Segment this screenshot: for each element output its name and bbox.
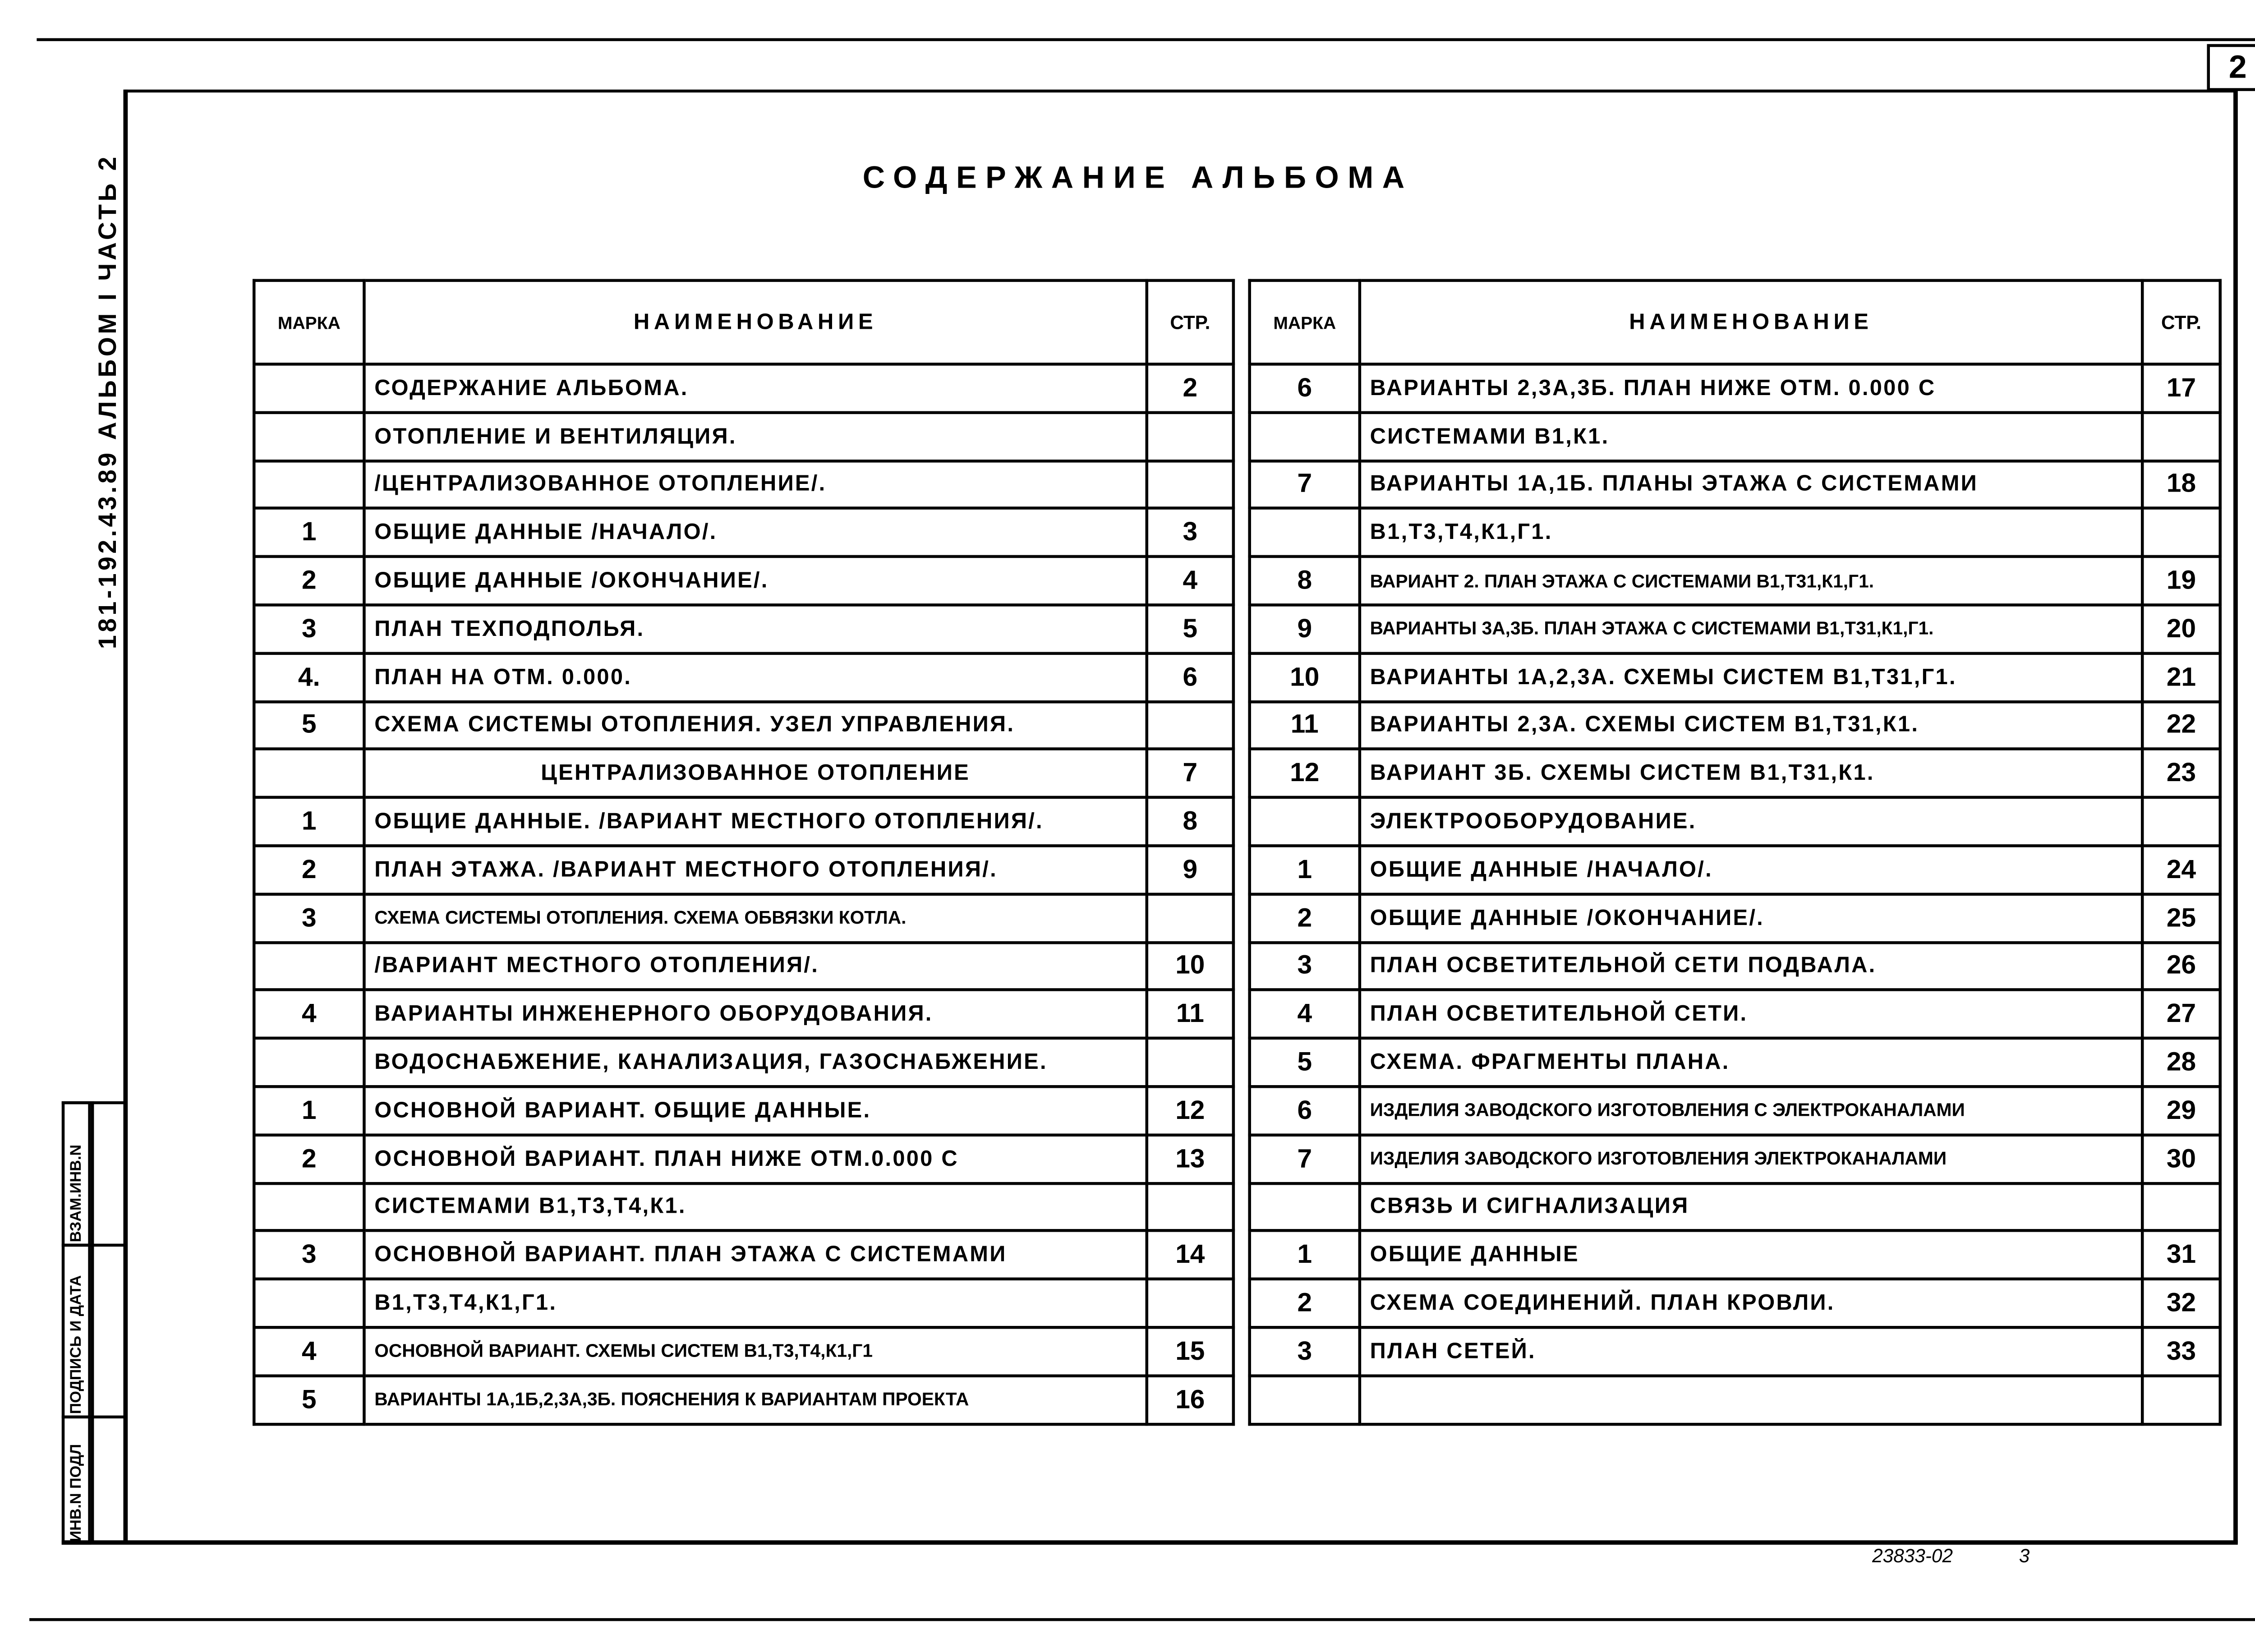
table-row (1250, 1231, 2220, 1279)
frame-left (123, 90, 128, 1543)
table-row (254, 1135, 1233, 1183)
row-page (1147, 412, 1233, 460)
row-name: СХЕМА. ФРАГМЕНТЫ ПЛАНА. (1360, 1038, 2142, 1086)
row-name: ЭЛЕКТРООБОРУДОВАНИЕ. (1360, 797, 2142, 846)
table-row (254, 460, 1233, 509)
row-page: 10 (1147, 942, 1233, 990)
row-name: ВАРИАНТЫ 2,3А. СХЕМЫ СИСТЕМ В1,Т31,К1. (1360, 701, 2142, 750)
row-page: 15 (1147, 1327, 1233, 1376)
row-name: ОБЩИЕ ДАННЫЕ /ОКОНЧАНИЕ/. (1360, 894, 2142, 942)
table-header-row (254, 281, 1233, 364)
table-row (1250, 701, 2220, 750)
row-page (1147, 894, 1233, 942)
row-mark: 12 (1250, 750, 1360, 798)
table-row (1250, 460, 2220, 509)
document-page: 3 (2019, 1545, 2030, 1567)
row-name: ПЛАН НА ОТМ. 0.000. (364, 653, 1146, 701)
stamp-label: ВЗАМ.ИНВ.N (67, 1144, 85, 1242)
row-mark: 11 (1250, 701, 1360, 750)
row-mark (254, 1183, 364, 1231)
table-row (1250, 605, 2220, 653)
row-page (1147, 1183, 1233, 1231)
row-name: СХЕМА СИСТЕМЫ ОТОПЛЕНИЯ. СХЕМА ОБВЯЗКИ КОТЛА. (364, 894, 1146, 942)
header-name: НАИМЕНОВАНИЕ (1360, 281, 2142, 364)
row-mark: 7 (1250, 460, 1360, 509)
row-page: 2 (1147, 364, 1233, 412)
table-row (254, 701, 1233, 750)
row-name: ВАРИАНТ 3Б. СХЕМЫ СИСТЕМ В1,Т31,К1. (1360, 750, 2142, 798)
row-page: 18 (2142, 460, 2220, 509)
row-mark (254, 750, 364, 798)
row-name: ОТОПЛЕНИЕ И ВЕНТИЛЯЦИЯ. (364, 412, 1146, 460)
row-name: ОСНОВНОЙ ВАРИАНТ. ОБЩИЕ ДАННЫЕ. (364, 1086, 1146, 1135)
header-mark: МАРКА (254, 281, 364, 364)
row-page (1147, 460, 1233, 509)
row-mark (1250, 797, 1360, 846)
row-name: СХЕМА СОЕДИНЕНИЙ. ПЛАН КРОВЛИ. (1360, 1279, 2142, 1327)
row-page: 16 (1147, 1376, 1233, 1424)
row-mark: 3 (254, 605, 364, 653)
row-name: ОБЩИЕ ДАННЫЕ /ОКОНЧАНИЕ/. (364, 557, 1146, 605)
row-name: ВАРИАНТЫ 1А,2,3А. СХЕМЫ СИСТЕМ В1,Т31,Г1. (1360, 653, 2142, 701)
row-name: ПЛАН ОСВЕТИТЕЛЬНОЙ СЕТИ. (1360, 990, 2142, 1039)
row-mark (1250, 1376, 1360, 1424)
row-mark (1250, 412, 1360, 460)
row-mark: 4. (254, 653, 364, 701)
row-page: 13 (1147, 1135, 1233, 1183)
table-row (254, 1376, 1233, 1424)
table-row (254, 750, 1233, 798)
document-code: 23833-02 (1872, 1545, 1953, 1567)
row-page (1147, 701, 1233, 750)
row-mark: 10 (1250, 653, 1360, 701)
row-name: ВАРИАНТЫ 2,3А,3Б. ПЛАН НИЖЕ ОТМ. 0.000 С (1360, 364, 2142, 412)
table-row (1250, 557, 2220, 605)
row-page: 21 (2142, 653, 2220, 701)
row-page (2142, 1376, 2220, 1424)
row-mark: 1 (254, 509, 364, 557)
row-mark (254, 942, 364, 990)
sheet-number: 2 (2207, 44, 2255, 91)
row-page (2142, 1183, 2220, 1231)
row-mark: 4 (254, 990, 364, 1039)
row-mark: 9 (1250, 605, 1360, 653)
header-page: СТР. (2142, 281, 2220, 364)
table-row (254, 1279, 1233, 1327)
row-page: 33 (2142, 1327, 2220, 1376)
row-page: 22 (2142, 701, 2220, 750)
row-name: СВЯЗЬ И СИГНАЛИЗАЦИЯ (1360, 1183, 2142, 1231)
row-page (1147, 1038, 1233, 1086)
row-name: ПЛАН СЕТЕЙ. (1360, 1327, 2142, 1376)
contents-table-right (1248, 279, 2222, 1425)
row-name: ОБЩИЕ ДАННЫЕ. /ВАРИАНТ МЕСТНОГО ОТОПЛЕНИЯ/. (364, 797, 1146, 846)
row-mark: 8 (1250, 557, 1360, 605)
row-mark: 2 (1250, 1279, 1360, 1327)
row-mark: 6 (1250, 364, 1360, 412)
row-name: СХЕМА СИСТЕМЫ ОТОПЛЕНИЯ. УЗЕЛ УПРАВЛЕНИЯ. (364, 701, 1146, 750)
row-name: /ВАРИАНТ МЕСТНОГО ОТОПЛЕНИЯ/. (364, 942, 1146, 990)
table-row (254, 412, 1233, 460)
frame-right (2233, 90, 2238, 1543)
table-row (1250, 1376, 2220, 1424)
table-row (254, 509, 1233, 557)
stamp-label: ИНВ.N ПОДЛ (67, 1444, 85, 1542)
row-name: В1,Т3,Т4,К1,Г1. (364, 1279, 1146, 1327)
table-row (254, 364, 1233, 412)
row-name: СИСТЕМАМИ В1,К1. (1360, 412, 2142, 460)
table-row (254, 942, 1233, 990)
row-name: ОСНОВНОЙ ВАРИАНТ. СХЕМЫ СИСТЕМ В1,Т3,Т4,К1,Г1 (364, 1327, 1146, 1376)
row-name: ОСНОВНОЙ ВАРИАНТ. ПЛАН НИЖЕ ОТМ.0.000 С (364, 1135, 1146, 1183)
row-page: 26 (2142, 942, 2220, 990)
row-page: 5 (1147, 605, 1233, 653)
row-mark: 6 (1250, 1086, 1360, 1135)
row-name: ВАРИАНТ 2. ПЛАН ЭТАЖА С СИСТЕМАМИ В1,Т31,К1,Г1. (1360, 557, 2142, 605)
table-row (1250, 1183, 2220, 1231)
row-mark: 3 (254, 894, 364, 942)
row-mark: 3 (254, 1231, 364, 1279)
row-page: 12 (1147, 1086, 1233, 1135)
table-row (1250, 1086, 2220, 1135)
row-mark: 5 (254, 701, 364, 750)
row-page: 25 (2142, 894, 2220, 942)
row-page: 23 (2142, 750, 2220, 798)
contents-table-left (253, 279, 1235, 1425)
row-page: 7 (1147, 750, 1233, 798)
row-mark: 2 (254, 557, 364, 605)
row-mark: 5 (1250, 1038, 1360, 1086)
row-page: 29 (2142, 1086, 2220, 1135)
row-page: 8 (1147, 797, 1233, 846)
page-title: СОДЕРЖАНИЕ АЛЬБОМА (862, 161, 1413, 196)
table-row (1250, 364, 2220, 412)
row-page (2142, 797, 2220, 846)
row-page: 30 (2142, 1135, 2220, 1183)
frame-top (125, 90, 2237, 93)
stamp-cell-signature-date (62, 1244, 91, 1418)
row-name: ОБЩИЕ ДАННЫЕ /НАЧАЛО/. (364, 509, 1146, 557)
row-mark (254, 460, 364, 509)
row-mark: 1 (254, 1086, 364, 1135)
row-mark: 4 (254, 1327, 364, 1376)
row-name: СИСТЕМАМИ В1,Т3,Т4,К1. (364, 1183, 1146, 1231)
header-mark: МАРКА (1250, 281, 1360, 364)
row-mark (254, 364, 364, 412)
table-row (1250, 797, 2220, 846)
row-name: ОБЩИЕ ДАННЫЕ /НАЧАЛО/. (1360, 846, 2142, 894)
row-page (2142, 412, 2220, 460)
row-page: 6 (1147, 653, 1233, 701)
table-row (1250, 750, 2220, 798)
row-mark: 3 (1250, 1327, 1360, 1376)
stamp-row-line (91, 1244, 125, 1247)
row-name: ЦЕНТРАЛИЗОВАННОЕ ОТОПЛЕНИЕ (364, 750, 1146, 798)
stamp-cell-replacement-inv (62, 1101, 91, 1247)
row-name: ПЛАН ОСВЕТИТЕЛЬНОЙ СЕТИ ПОДВАЛА. (1360, 942, 2142, 990)
table-row (1250, 509, 2220, 557)
row-page: 27 (2142, 990, 2220, 1039)
row-name: ВАРИАНТЫ 1А,1Б,2,3А,3Б. ПОЯСНЕНИЯ К ВАРИАНТАМ ПРОЕКТА (364, 1376, 1146, 1424)
row-mark: 2 (1250, 894, 1360, 942)
table-row (1250, 1038, 2220, 1086)
table-row (1250, 942, 2220, 990)
row-page: 11 (1147, 990, 1233, 1039)
row-mark (254, 1279, 364, 1327)
row-page: 32 (2142, 1279, 2220, 1327)
row-page: 20 (2142, 605, 2220, 653)
row-page: 4 (1147, 557, 1233, 605)
table-row (1250, 990, 2220, 1039)
row-name: ИЗДЕЛИЯ ЗАВОДСКОГО ИЗГОТОВЛЕНИЯ ЭЛЕКТРОКАНАЛАМИ (1360, 1135, 2142, 1183)
row-name: ИЗДЕЛИЯ ЗАВОДСКОГО ИЗГОТОВЛЕНИЯ С ЭЛЕКТРОКАНАЛАМИ (1360, 1086, 2142, 1135)
row-name: ВАРИАНТЫ 1А,1Б. ПЛАНЫ ЭТАЖА С СИСТЕМАМИ (1360, 460, 2142, 509)
row-page (2142, 509, 2220, 557)
row-page: 24 (2142, 846, 2220, 894)
row-mark (1250, 1183, 1360, 1231)
row-page: 17 (2142, 364, 2220, 412)
row-name: СОДЕРЖАНИЕ АЛЬБОМА. (364, 364, 1146, 412)
stamp-column-divider (91, 1101, 94, 1542)
table-row (254, 1086, 1233, 1135)
frame-bottom (62, 1540, 2238, 1545)
row-mark: 2 (254, 846, 364, 894)
side-label: 181-192.43.89 АЛЬБОМ I ЧАСТЬ 2 (94, 154, 122, 649)
table-row (254, 557, 1233, 605)
row-name: ВАРИАНТЫ ИНЖЕНЕРНОГО ОБОРУДОВАНИЯ. (364, 990, 1146, 1039)
table-row (254, 797, 1233, 846)
table-row (254, 990, 1233, 1039)
stamp-row-line (91, 1416, 125, 1419)
row-page: 19 (2142, 557, 2220, 605)
row-name: ПЛАН ЭТАЖА. /ВАРИАНТ МЕСТНОГО ОТОПЛЕНИЯ/. (364, 846, 1146, 894)
table-row (1250, 1135, 2220, 1183)
row-name: В1,Т3,Т4,К1,Г1. (1360, 509, 2142, 557)
table-row (254, 1183, 1233, 1231)
row-name: ОСНОВНОЙ ВАРИАНТ. ПЛАН ЭТАЖА С СИСТЕМАМИ (364, 1231, 1146, 1279)
table-row (1250, 412, 2220, 460)
row-name: ВАРИАНТЫ 3А,3Б. ПЛАН ЭТАЖА С СИСТЕМАМИ В1,Т31,К1,Г1. (1360, 605, 2142, 653)
row-mark: 1 (1250, 1231, 1360, 1279)
row-page: 28 (2142, 1038, 2220, 1086)
stamp-label: ПОДПИСЬ И ДАТА (67, 1275, 85, 1414)
table-row (254, 1038, 1233, 1086)
row-page: 9 (1147, 846, 1233, 894)
row-mark (1250, 509, 1360, 557)
stamp-top-line (62, 1101, 125, 1104)
row-name: ОБЩИЕ ДАННЫЕ (1360, 1231, 2142, 1279)
table-row (1250, 894, 2220, 942)
row-mark (254, 1038, 364, 1086)
row-mark: 7 (1250, 1135, 1360, 1183)
table-row (254, 1327, 1233, 1376)
table-row (254, 846, 1233, 894)
table-row (1250, 1327, 2220, 1376)
table-row (1250, 653, 2220, 701)
row-page (1147, 1279, 1233, 1327)
row-mark (254, 412, 364, 460)
table-row (254, 653, 1233, 701)
row-mark: 1 (1250, 846, 1360, 894)
header-name: НАИМЕНОВАНИЕ (364, 281, 1146, 364)
row-name: ВОДОСНАБЖЕНИЕ, КАНАЛИЗАЦИЯ, ГАЗОСНАБЖЕНИЕ. (364, 1038, 1146, 1086)
table-header-row (1250, 281, 2220, 364)
row-mark: 1 (254, 797, 364, 846)
row-page: 31 (2142, 1231, 2220, 1279)
row-name: ПЛАН ТЕХПОДПОЛЬЯ. (364, 605, 1146, 653)
row-name: /ЦЕНТРАЛИЗОВАННОЕ ОТОПЛЕНИЕ/. (364, 460, 1146, 509)
bottom-trim-line (29, 1618, 2255, 1621)
row-page: 14 (1147, 1231, 1233, 1279)
row-mark: 4 (1250, 990, 1360, 1039)
table-row (1250, 1279, 2220, 1327)
header-page: СТР. (1147, 281, 1233, 364)
table-row (1250, 846, 2220, 894)
table-row (254, 894, 1233, 942)
row-mark: 5 (254, 1376, 364, 1424)
table-row (254, 605, 1233, 653)
row-mark: 2 (254, 1135, 364, 1183)
row-name (1360, 1376, 2142, 1424)
row-mark: 3 (1250, 942, 1360, 990)
table-row (254, 1231, 1233, 1279)
row-page: 3 (1147, 509, 1233, 557)
top-border-line (37, 38, 2255, 41)
stamp-cell-original-inv (62, 1416, 91, 1545)
